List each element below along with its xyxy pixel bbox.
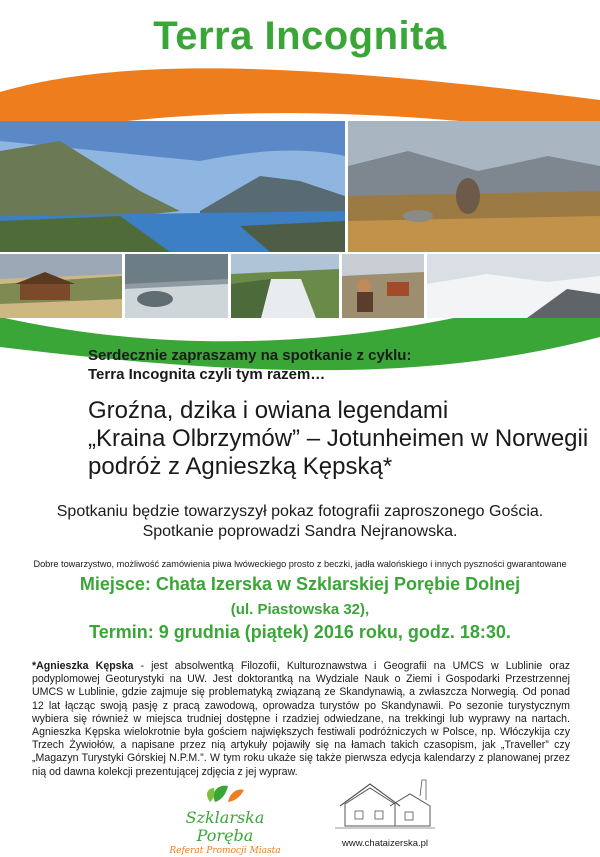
chata-izerska-url: www.chataizerska.pl [341, 838, 429, 849]
intro-text [88, 346, 548, 384]
guest-bio-text: - jest absolwentką Filozofii, Kulturoznawstwa i Geografii na UMCS w Lublinie oraz podyplomowej Geoturystyki na UW. Jest doktorantką na Wydziale Nauk o Ziemi i Gospodarki Przestrzennej UMCS w Lublinie, gdzie zajmuje się problematyką związaną ze Skandynawią, a zwłaszcza Norwegią. Od ponad 12 lat łącząc swoją pasję z pracą zawodową, oprowadza turystów po Skandynawii. Po sezonie turystycznym wybiera się również w miejsca trudniej dostępne i rzadziej odwiedzane, na trekkingi lub wyprawy na nartach. Agnieszka Kępska wielokrotnie była gościem największych festiwali podróżniczych w Polsce, np. Włóczykija czy Trzech Żywiołów, a napisane przez nią artykuły pojawiły się na łamach takich czasopism, jak „Traveller” czy „Magazyn Turystyki Górskiej N.P.M.”. W tym roku ukaże się także pierwsza edycja kalendarzy z planowanej przez nią od dawna kolekcji prezentującej zdjęcia z jej wypraw. [32, 660, 571, 778]
photo-hiker-village [342, 254, 424, 318]
guest-name: *Agnieszka Kępska [32, 660, 134, 672]
house-drawing-icon [330, 776, 440, 832]
intro-line-2: Terra Incognita czyli tym razem… [88, 366, 326, 383]
event-date: Termin: 9 grudnia (piątek) 2016 roku, godz. 18:30. [89, 622, 511, 642]
photo-snow-glacier [427, 254, 600, 318]
photo-cabin [0, 254, 122, 318]
guest-bio [32, 660, 570, 779]
headline-line-3: podróż z Agnieszką Kępską* [88, 453, 393, 480]
venue-place: Miejsce: Chata Izerska w Szklarskiej Porębie Dolnej [79, 574, 521, 594]
leaf-icon [160, 782, 290, 804]
szklarska-poreba-logo [160, 782, 290, 856]
headline-line-2: „Kraina Olbrzymów” – Jotunheimen w Norwegii [88, 425, 589, 452]
logo-left-subtitle: Referat Promocji Miasta [169, 846, 281, 856]
photo-lake-valley [0, 121, 345, 252]
logo-left-name: Szklarska Poręba [185, 808, 265, 845]
photo-stone-cairn [348, 121, 600, 252]
headline-line-1: Groźna, dzika i owiana legendami [88, 397, 449, 424]
intro-line-1: Serdecznie zapraszamy na spotkanie z cyklu: [88, 347, 412, 364]
event-headline [88, 397, 598, 481]
venue-address: (ul. Piastowska 32), [230, 601, 370, 618]
poster-title: Terra Incognita [153, 14, 447, 58]
subtitle-line-1: Spotkaniu będzie towarzyszył pokaz fotografii zaproszonego Gościa. [56, 503, 544, 520]
subtitle-line-2: Spotkanie poprowadzi Sandra Nejranowska. [142, 523, 458, 540]
refreshments-note: Dobre towarzystwo, możliwość zamówienia piwa lwóweckiego prosto z beczki, jadła walońskiego i innych pyszności gwarantowane [33, 559, 567, 569]
photo-river-rocks [125, 254, 228, 318]
subtitle-text [0, 502, 600, 542]
chata-izerska-logo [330, 776, 440, 848]
photo-waterfall [231, 254, 339, 318]
